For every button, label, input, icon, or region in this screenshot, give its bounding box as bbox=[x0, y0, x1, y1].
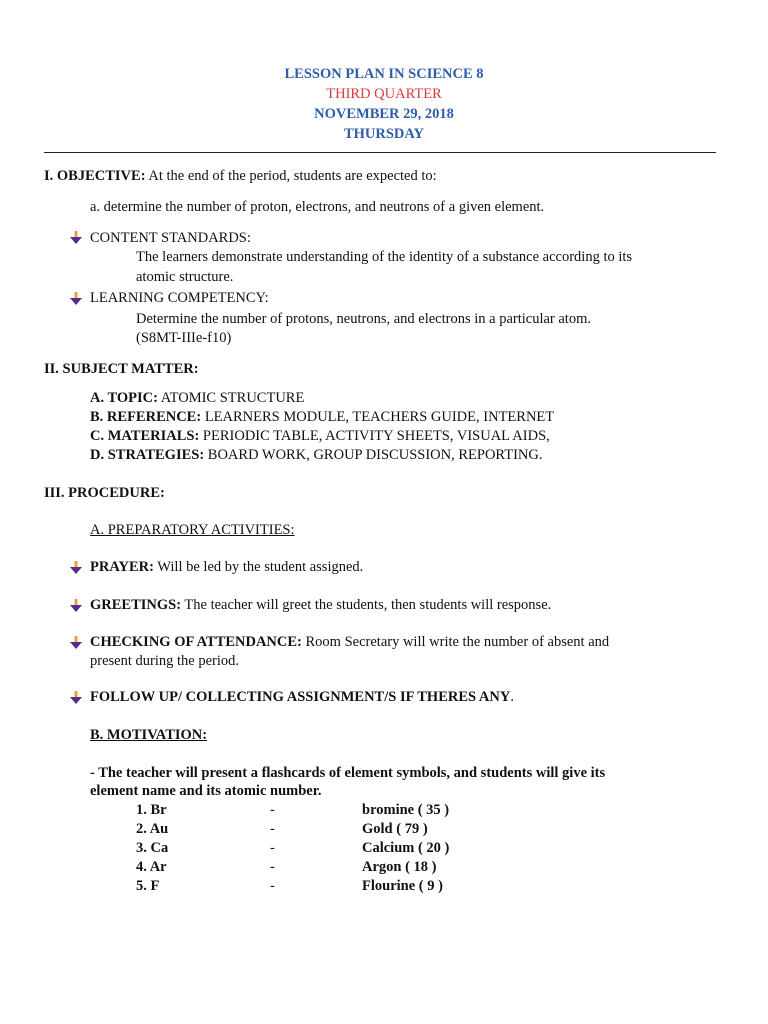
arrow-bullet-icon bbox=[70, 599, 82, 613]
attendance-text: Room Secretary will write the number of absent and bbox=[301, 634, 610, 650]
prayer-label: PRAYER: bbox=[90, 559, 154, 575]
date-label: NOVEMBER 29, 2018 bbox=[314, 106, 454, 122]
learning-competency-text-2: (S8MT-IIIe-f10) bbox=[136, 330, 232, 346]
topic-line bbox=[90, 389, 304, 408]
attendance-text-2: present during the period. bbox=[90, 653, 239, 669]
greetings-text: The teacher will greet the students, then students will response. bbox=[181, 597, 552, 613]
element-name: bromine ( 35 ) bbox=[362, 802, 450, 818]
attendance-label: CHECKING OF ATTENDANCE: bbox=[90, 634, 302, 650]
learning-competency-text-1: Determine the number of protons, neutrons, and electrons in a particular atom. bbox=[136, 311, 591, 327]
procedure-heading: III. PROCEDURE: bbox=[44, 485, 165, 501]
objective-intro: At the end of the period, students are expected to: bbox=[148, 168, 437, 184]
element-symbol: 5. F bbox=[136, 878, 160, 894]
element-dash: - bbox=[270, 859, 275, 875]
element-symbol: 3. Ca bbox=[136, 840, 169, 856]
arrow-bullet-icon bbox=[70, 636, 82, 650]
element-symbol: 4. Ar bbox=[136, 859, 167, 875]
strategies-label: D. STRATEGIES: bbox=[90, 447, 205, 463]
topic-label: A. TOPIC: bbox=[90, 390, 158, 406]
element-dash: - bbox=[270, 821, 275, 837]
element-symbol: 2. Au bbox=[136, 821, 169, 837]
content-standards-text-2: atomic structure. bbox=[136, 269, 234, 285]
materials-line bbox=[90, 427, 550, 446]
element-dash: - bbox=[270, 802, 275, 818]
reference-label: B. REFERENCE: bbox=[90, 409, 202, 425]
arrow-bullet-icon bbox=[70, 231, 82, 245]
greetings-line bbox=[90, 596, 551, 615]
strategies-line bbox=[90, 446, 542, 465]
attendance-line bbox=[90, 633, 609, 652]
preparatory-activities-heading: A. PREPARATORY ACTIVITIES: bbox=[90, 522, 295, 538]
followup-label: FOLLOW UP/ COLLECTING ASSIGNMENT/S IF THERES ANY bbox=[90, 689, 511, 705]
prayer-line bbox=[90, 558, 363, 577]
objective-line bbox=[44, 167, 437, 186]
element-name: Calcium ( 20 ) bbox=[362, 840, 450, 856]
materials-label: C. MATERIALS: bbox=[90, 428, 200, 444]
quarter-label: THIRD QUARTER bbox=[326, 86, 442, 102]
arrow-bullet-icon bbox=[70, 292, 82, 306]
objective-heading: I. OBJECTIVE: bbox=[44, 168, 146, 184]
strategies-value: BOARD WORK, GROUP DISCUSSION, REPORTING. bbox=[204, 447, 543, 463]
motivation-text-2: element name and its atomic number. bbox=[90, 783, 322, 799]
reference-value: LEARNERS MODULE, TEACHERS GUIDE, INTERNET bbox=[201, 409, 555, 425]
objective-item-a: a. determine the number of proton, electrons, and neutrons of a given element. bbox=[90, 199, 545, 215]
arrow-bullet-icon bbox=[70, 561, 82, 575]
element-dash: - bbox=[270, 840, 275, 856]
element-name: Flourine ( 9 ) bbox=[362, 878, 443, 894]
materials-value: PERIODIC TABLE, ACTIVITY SHEETS, VISUAL AIDS, bbox=[199, 428, 550, 444]
greetings-label: GREETINGS: bbox=[90, 597, 182, 613]
element-name: Gold ( 79 ) bbox=[362, 821, 428, 837]
element-name: Argon ( 18 ) bbox=[362, 859, 437, 875]
header-divider bbox=[44, 152, 716, 153]
topic-value: ATOMIC STRUCTURE bbox=[157, 390, 305, 406]
motivation-text-1: - The teacher will present a flashcards of element symbols, and students will give its bbox=[90, 765, 606, 781]
subject-matter-heading: II. SUBJECT MATTER: bbox=[44, 361, 199, 377]
document-title: LESSON PLAN IN SCIENCE 8 bbox=[284, 66, 484, 82]
arrow-bullet-icon bbox=[70, 691, 82, 705]
day-label: THURSDAY bbox=[343, 126, 425, 142]
element-dash: - bbox=[270, 878, 275, 894]
content-standards-label: CONTENT STANDARDS: bbox=[90, 230, 251, 246]
learning-competency-label: LEARNING COMPETENCY: bbox=[90, 290, 269, 306]
content-standards-text-1: The learners demonstrate understanding of the identity of a substance according to its bbox=[136, 249, 633, 265]
followup-text: . bbox=[510, 689, 514, 705]
followup-line bbox=[90, 688, 514, 707]
prayer-text: Will be led by the student assigned. bbox=[153, 559, 364, 575]
motivation-heading: B. MOTIVATION: bbox=[90, 727, 208, 743]
element-symbol: 1. Br bbox=[136, 802, 167, 818]
document-header bbox=[0, 64, 768, 144]
reference-line bbox=[90, 408, 554, 427]
